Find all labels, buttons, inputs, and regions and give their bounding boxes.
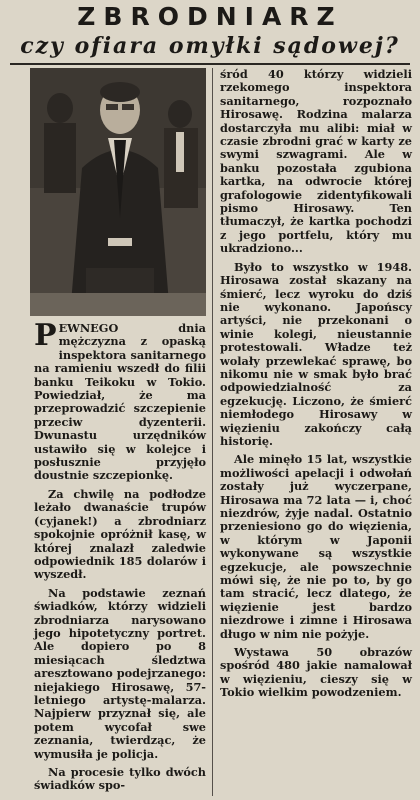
article-paragraph-3: Na podstawie zeznań świadków, którzy widzieli zbrodniarza narysowano jego hipotetyczny portret. Ale dopiero po 8 miesiącach śledztwa aresztowano podejrzanego: niejakiego Hirosawę, 57-letniego artystę-malarza. Najpierw przyznał się, ale potem wycofał swe zeznania, twierdząc, że wymusiła je policja. xyxy=(34,585,207,761)
column-divider xyxy=(212,68,213,796)
drop-cap: P xyxy=(34,318,57,353)
subheadline: czy ofiara omyłki sądowej? xyxy=(20,33,400,59)
headline-rule xyxy=(10,63,410,65)
headline: ZBRODNIARZ xyxy=(77,2,343,31)
article-photo xyxy=(30,68,206,316)
article-column-left xyxy=(34,318,207,798)
article-paragraph-6: Było to wszystko w 1948. Hirosawa został skazany na śmierć, lecz wyroku do dziś nie wykonano. Japońscy artyści, nie przekonani o winie kolegi, nieustannie protestowali. Władze też wolały przewlekać sprawę, bo nikomu nie w smak było brać odpowiedzialność za egzekucję. Liczono, że śmierć niemłodego Hirosawy w więzieniu zakończy całą historię. xyxy=(220,259,412,448)
article-paragraph-2: Za chwilę na podłodze leżało dwanaście trupów (cyjanek!) a zbrodniarz spokojnie opróżnił kasę, w której znalazł zaledwie odpowiednik 185 dolarów i wyszedł. xyxy=(34,486,206,582)
lead-text: EWNEGO dnia mężczyzna z opaską inspektora sanitarnego na ramieniu wszedł do filii banku Teikoku w Tokio. Powiedział, że ma przeprowadzić szczepienie przeciw dyzenterii. Dwunastu urzędników ustawiło się w kolejce i posłusznie przyjęło doustnie szczepionkę. xyxy=(34,321,206,483)
article-lead-paragraph xyxy=(34,318,206,483)
article-paragraph-5: śród 40 którzy widzieli rzekomego inspektora sanitarnego, rozpoznało Hirosawę. Rodzina malarza dostarczyła mu alibi: miał w czasie zbrodni grać w karty ze swymi szwagrami. Ale w banku pozostała zgubiona kartka, na odwrocie której grafologowie zidentyfikowali pismo Hirosawy. Ten tłumaczył, że kartka pochodzi z jego portfelu, który mu ukradziono... xyxy=(220,67,412,256)
article-column-right xyxy=(220,68,412,705)
article-paragraph-7: Ale minęło 15 lat, wszystkie możliwości apelacji i odwołań zostały już wyczerpane, Hirosawa ma 72 lata — i, choć niezdrów, żyje nadal. Ostatnio przeniesiono go do więzienia, w którym w Japonii wykonywane są wszystkie egzekucje, ale powszechnie mówi się, że nie po to, by go tam stracić, lecz dlatego, że więzienie jest bardzo niezdrowe i zimne i Hirosawa długo w nim nie pożyje. xyxy=(220,452,412,641)
article-paragraph-8: Wystawa 50 obrazów spośród 480 jakie namalował w więzieniu, cieszy się w Tokio wielkim powodzeniem. xyxy=(220,645,412,700)
article-paragraph-4: Na procesie tylko dwóch świadków spo- xyxy=(34,765,206,793)
photo-portrait-image xyxy=(30,68,206,316)
